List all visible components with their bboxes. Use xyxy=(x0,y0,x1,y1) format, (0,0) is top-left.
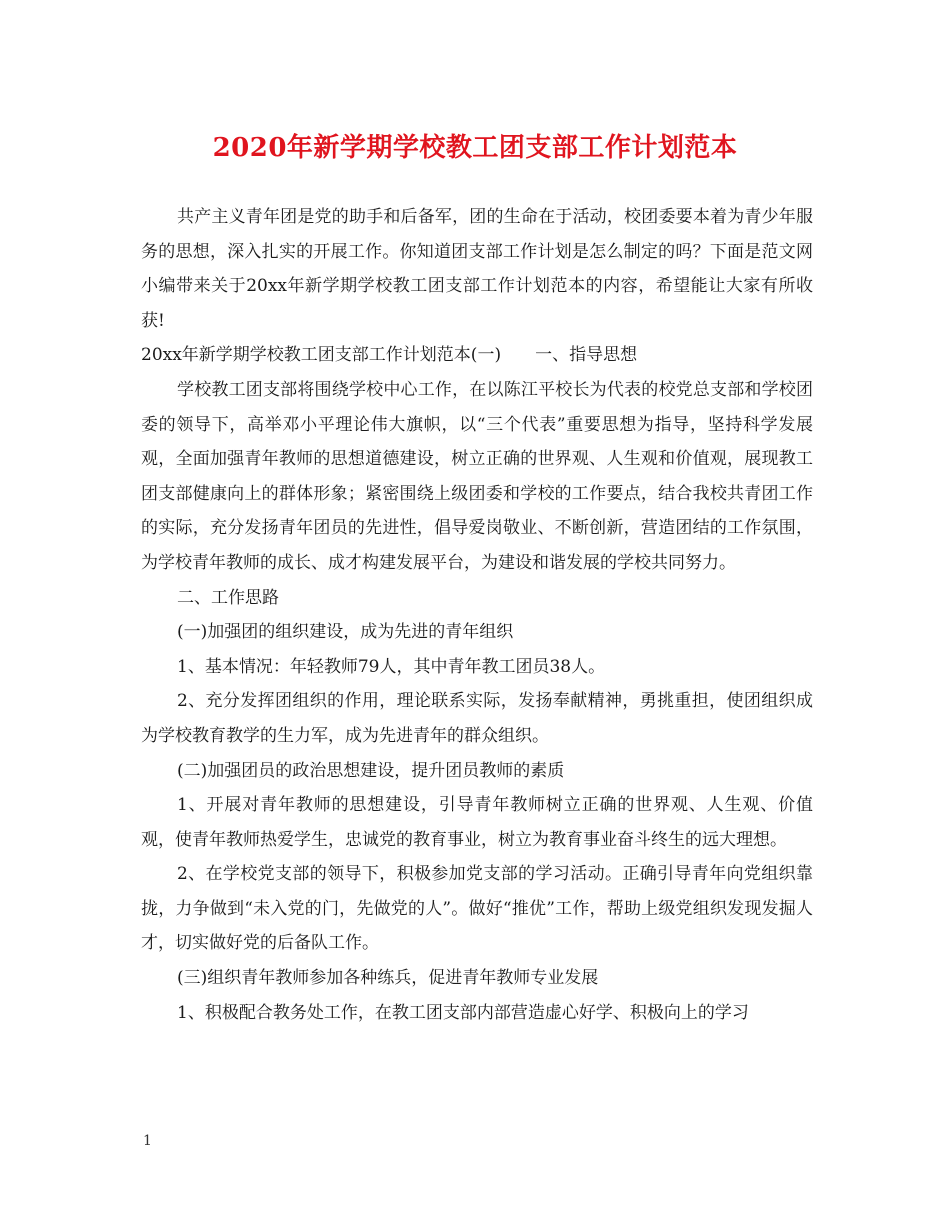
subheading-teacher-training: (三)组织青年教师参加各种练兵，促进青年教师专业发展 xyxy=(177,968,599,989)
list-item-ideology-building: 1、开展对青年教师的思想建设，引导青年教师树立正确的世界观、人生观、价值观，使青年教师热爱学生，忠诚党的教育事业，树立为教育事业奋斗终生的远大理想。 xyxy=(141,795,813,850)
subheading-political-thought: (二)加强团员的政治思想建设，提升团员教师的素质 xyxy=(177,760,565,781)
list-item-academic-cooperation: 1、积极配合教务处工作，在教工团支部内部营造虚心好学、积极向上的学习 xyxy=(177,1002,749,1023)
intro-paragraph: 共产主义青年团是党的助手和后备军，团的生命在于活动，校团委要本着为青少年服务的思想，深入扎实的开展工作。你知道团支部工作计划是怎么制定的吗？下面是范文网小编带来关于20xx年新学期学校教工团支部工作计划范本的内容，希望能让大家有所收获! xyxy=(141,207,813,331)
list-item-basic-info: 1、基本情况：年轻教师79人，其中青年教工团员38人。 xyxy=(177,656,606,677)
subheading-organization: (一)加强团的组织建设，成为先进的青年组织 xyxy=(177,622,514,643)
list-item-organization-role: 2、充分发挥团组织的作用，理论联系实际，发扬奉献精神，勇挑重担，使团组织成为学校教育教学的生力军，成为先进青年的群众组织。 xyxy=(141,691,813,746)
page-number: 1 xyxy=(143,1133,152,1149)
guiding-ideology-paragraph: 学校教工团支部将围绕学校中心工作，在以陈江平校长为代表的校党总支部和学校团委的领导下，高举邓小平理论伟大旗帜，以“三个代表”重要思想为指导，坚持科学发展观，全面加强青年教师的思想道德建设，树立正确的世界观、人生观和价值观，展现教工团支部健康向上的群体形象；紧密围绕上级团委和学校的工作要点，结合我校共青团工作的实际，充分发扬青年团员的先进性，倡导爱岗敬业、不断创新，营造团结的工作氛围，为学校青年教师的成长、成才构建发展平台，为建设和谐发展的学校共同努力。 xyxy=(141,379,813,573)
section-heading-line xyxy=(141,338,813,373)
section-heading-guiding-ideology: 一、指导思想 xyxy=(535,345,638,366)
document-title: 2020年新学期学校教工团支部工作计划范本 xyxy=(212,133,738,163)
plan-subtitle: 20xx年新学期学校教工团支部工作计划范本(一) xyxy=(141,345,502,366)
list-item-party-study: 2、在学校党支部的领导下，积极参加党支部的学习活动。正确引导青年向党组织靠拢，力争做到“未入党的门，先做党的人”。做好“推优”工作，帮助上级党组织发现发掘人才，切实做好党的后备队工作。 xyxy=(141,864,813,954)
section-heading-work-approach: 二、工作思路 xyxy=(177,587,279,608)
document-body xyxy=(141,200,813,1030)
